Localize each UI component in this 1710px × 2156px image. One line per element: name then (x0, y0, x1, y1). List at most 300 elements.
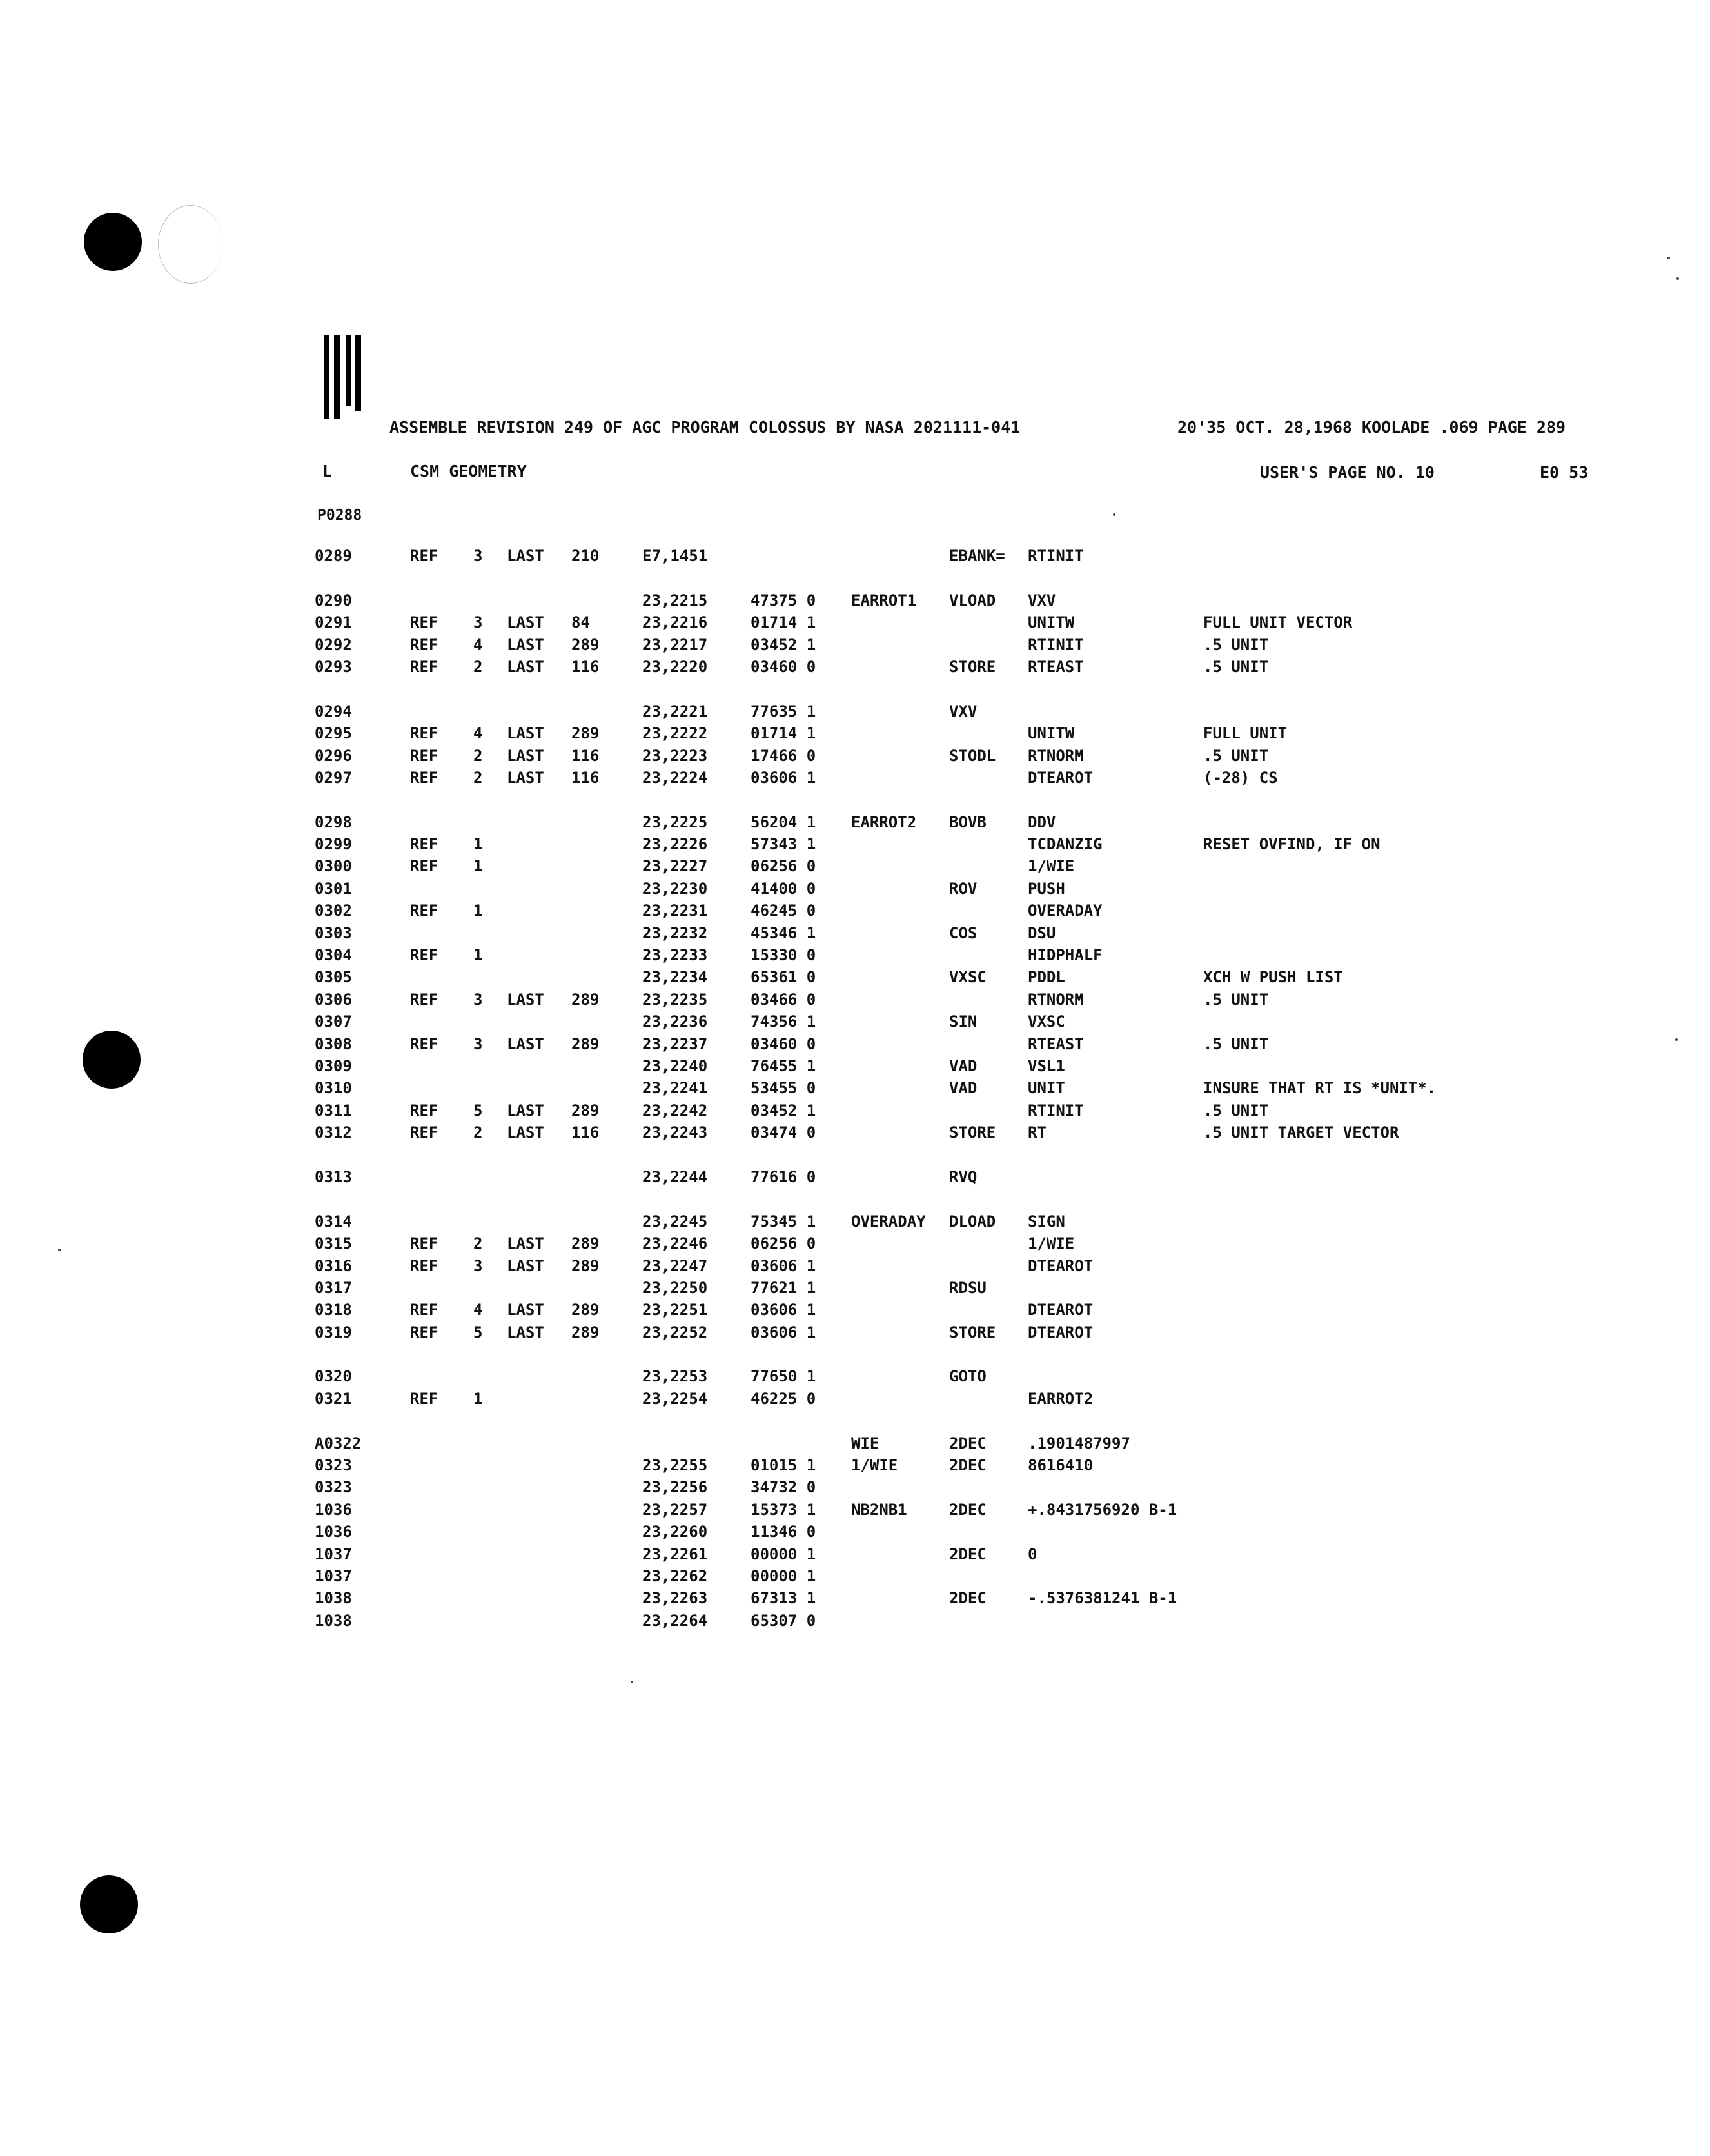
cell-n: 2 (473, 657, 483, 676)
cell-word: 06256 0 (751, 1234, 816, 1253)
listing-spacer (315, 1190, 1701, 1212)
cell-word: 01015 1 (751, 1456, 816, 1475)
listing-row (315, 946, 1701, 968)
cell-word: 77616 0 (751, 1167, 816, 1186)
cell-word: 75345 1 (751, 1212, 816, 1231)
listing-row (315, 1301, 1701, 1323)
listing-row (315, 924, 1701, 946)
listing-row (315, 769, 1701, 791)
cell-arg: RTEAST (1028, 657, 1084, 676)
listing-row (315, 991, 1701, 1013)
cell-word: 15373 1 (751, 1500, 816, 1519)
cell-addr: 23,2241 (642, 1079, 708, 1098)
scan-speck (1667, 257, 1670, 259)
cell-addr: E7,1451 (642, 547, 708, 565)
cell-line: 0312 (315, 1123, 352, 1142)
listing-row (315, 1567, 1701, 1589)
cell-ref: REF (410, 1389, 438, 1408)
cell-word: 03474 0 (751, 1123, 816, 1142)
cell-arg: 0 (1028, 1545, 1037, 1563)
listing-spacer (315, 1345, 1701, 1367)
listing-row (315, 636, 1701, 658)
cell-word: 17466 0 (751, 746, 816, 765)
cell-ref: REF (410, 613, 438, 632)
cell-last: LAST (507, 1101, 544, 1120)
listing-row (315, 1234, 1701, 1256)
cell-line: 1036 (315, 1500, 352, 1519)
listing-row (315, 613, 1701, 635)
cell-n: 2 (473, 1123, 483, 1142)
listing-row (315, 1279, 1701, 1301)
cell-line: 0315 (315, 1234, 352, 1253)
cell-word: 01714 1 (751, 724, 816, 743)
cell-addr: 23,2236 (642, 1013, 708, 1031)
listing-row (315, 1367, 1701, 1389)
cell-last: LAST (507, 613, 544, 632)
cell-cmt: (-28) CS (1203, 768, 1278, 787)
cell-addr: 23,2261 (642, 1545, 708, 1563)
cell-line: 0296 (315, 746, 352, 765)
cell-cmt: .5 UNIT (1203, 635, 1269, 654)
cell-op: BOVB (949, 813, 987, 831)
cell-lref: 289 (571, 724, 600, 743)
cell-op: DLOAD (949, 1212, 996, 1231)
cell-line: 0295 (315, 724, 352, 743)
scan-speck (631, 1681, 633, 1683)
cell-word: 45346 1 (751, 924, 816, 942)
cell-arg: HIDPHALF (1028, 946, 1103, 965)
listing-row (315, 1035, 1701, 1057)
cell-addr: 23,2245 (642, 1212, 708, 1231)
cell-word: 01714 1 (751, 613, 816, 632)
cell-n: 4 (473, 1301, 483, 1320)
cell-word: 06256 0 (751, 857, 816, 876)
cell-op: VAD (949, 1079, 978, 1098)
listing-row (315, 1501, 1701, 1523)
cell-ref: REF (410, 547, 438, 565)
cell-addr: 23,2246 (642, 1234, 708, 1253)
listing-row (315, 1079, 1701, 1101)
cell-cmt: .5 UNIT (1203, 657, 1269, 676)
header-date-page: 20'35 OCT. 28,1968 KOOLADE .069 PAGE 289 (1177, 418, 1566, 437)
cell-n: 1 (473, 946, 483, 965)
cell-line: 0302 (315, 902, 352, 920)
cell-op: 2DEC (949, 1456, 987, 1475)
cell-lref: 289 (571, 990, 600, 1009)
cell-ref: REF (410, 746, 438, 765)
cell-n: 1 (473, 835, 483, 854)
cell-n: 3 (473, 1256, 483, 1275)
cell-line: 0311 (315, 1101, 352, 1120)
assembly-listing (315, 547, 1701, 1634)
listing-row (315, 747, 1701, 769)
listing-row (315, 813, 1701, 835)
cell-addr: 23,2216 (642, 613, 708, 632)
cell-addr: 23,2254 (642, 1389, 708, 1408)
listing-row (315, 702, 1701, 724)
cell-word: 41400 0 (751, 879, 816, 898)
cell-lref: 210 (571, 547, 600, 565)
cell-ref: REF (410, 946, 438, 965)
cell-label: OVERADAY (851, 1212, 926, 1231)
cell-lref: 289 (571, 1101, 600, 1120)
cell-word: 67313 1 (751, 1589, 816, 1608)
cell-n: 3 (473, 1034, 483, 1053)
cell-ref: REF (410, 1101, 438, 1120)
cell-n: 3 (473, 547, 483, 565)
cell-op: EBANK= (949, 547, 1005, 565)
cell-arg: DTEAROT (1028, 768, 1094, 787)
listing-row (315, 658, 1701, 680)
cell-word: 34732 0 (751, 1478, 816, 1497)
cell-line: 1037 (315, 1567, 352, 1585)
cell-arg: RTINIT (1028, 547, 1084, 565)
cell-word: 00000 1 (751, 1567, 816, 1585)
cell-op: 2DEC (949, 1589, 987, 1608)
cell-last: LAST (507, 1301, 544, 1320)
cell-n: 4 (473, 635, 483, 654)
cell-line: 0299 (315, 835, 352, 854)
listing-row (315, 1589, 1701, 1611)
cell-arg: DDV (1028, 813, 1056, 831)
listing-spacer (315, 569, 1701, 591)
cell-addr: 23,2262 (642, 1567, 708, 1585)
cell-cmt: RESET OVFIND, IF ON (1203, 835, 1381, 854)
cell-op: 2DEC (949, 1500, 987, 1519)
scan-speck (1675, 1038, 1678, 1041)
punch-hole-middle (83, 1031, 141, 1089)
cell-word: 15330 0 (751, 946, 816, 965)
cell-arg: RTINIT (1028, 1101, 1084, 1120)
cell-word: 03606 1 (751, 1323, 816, 1341)
cell-arg: +.8431756920 B-1 (1028, 1500, 1177, 1519)
cell-addr: 23,2225 (642, 813, 708, 831)
cell-label: EARROT1 (851, 591, 917, 609)
cell-ref: REF (410, 902, 438, 920)
cell-op: RDSU (949, 1278, 987, 1297)
listing-row (315, 1612, 1701, 1634)
punch-hole-ring (158, 205, 223, 284)
listing-row (315, 1168, 1701, 1190)
cell-label: 1/WIE (851, 1456, 898, 1475)
cell-addr: 23,2226 (642, 835, 708, 854)
cell-n: 4 (473, 724, 483, 743)
cell-line: 0292 (315, 635, 352, 654)
cell-ref: REF (410, 1256, 438, 1275)
cell-addr: 23,2263 (642, 1589, 708, 1608)
cell-addr: 23,2232 (642, 924, 708, 942)
cell-word: 03460 0 (751, 657, 816, 676)
cell-label: NB2NB1 (851, 1500, 907, 1519)
cell-op: STORE (949, 1323, 996, 1341)
cell-addr: 23,2244 (642, 1167, 708, 1186)
cell-line: 0319 (315, 1323, 352, 1341)
cell-op: STORE (949, 1123, 996, 1142)
cell-line: 0305 (315, 968, 352, 987)
cell-addr: 23,2215 (642, 591, 708, 609)
cell-lref: 116 (571, 768, 600, 787)
cell-line: 0314 (315, 1212, 352, 1231)
cell-last: LAST (507, 1034, 544, 1053)
cell-arg: EARROT2 (1028, 1389, 1094, 1408)
cell-addr: 23,2256 (642, 1478, 708, 1497)
cell-arg: PDDL (1028, 968, 1065, 987)
cell-ref: REF (410, 768, 438, 787)
cell-line: 0297 (315, 768, 352, 787)
scan-speck (58, 1249, 61, 1251)
cell-word: 53455 0 (751, 1079, 816, 1098)
cell-arg: -.5376381241 B-1 (1028, 1589, 1177, 1608)
listing-row (315, 880, 1701, 902)
cell-addr: 23,2223 (642, 746, 708, 765)
cell-addr: 23,2230 (642, 879, 708, 898)
cell-line: 0321 (315, 1389, 352, 1408)
cell-arg: 1/WIE (1028, 1234, 1075, 1253)
cell-addr: 23,2237 (642, 1034, 708, 1053)
cell-n: 3 (473, 990, 483, 1009)
cell-ref: REF (410, 1234, 438, 1253)
cell-line: 1037 (315, 1545, 352, 1563)
cell-last: LAST (507, 635, 544, 654)
cell-line: 0291 (315, 613, 352, 632)
cell-arg: OVERADAY (1028, 902, 1103, 920)
cell-arg: DTEAROT (1028, 1301, 1094, 1320)
listing-row (315, 1545, 1701, 1567)
cell-cmt: .5 UNIT (1203, 1101, 1269, 1120)
cell-ref: REF (410, 657, 438, 676)
cell-word: 03606 1 (751, 1256, 816, 1275)
cell-addr: 23,2222 (642, 724, 708, 743)
cell-line: A0322 (315, 1434, 362, 1452)
header-user-page: USER'S PAGE NO. 10 (1260, 463, 1435, 482)
cell-word: 47375 0 (751, 591, 816, 609)
cell-line: 0323 (315, 1456, 352, 1475)
cell-arg: UNIT (1028, 1079, 1065, 1098)
cell-line: 1038 (315, 1589, 352, 1608)
listing-row (315, 1057, 1701, 1079)
cell-line: 0307 (315, 1013, 352, 1031)
cell-op: COS (949, 924, 978, 942)
cell-arg: SIGN (1028, 1212, 1065, 1231)
cell-addr: 23,2251 (642, 1301, 708, 1320)
listing-spacer (315, 791, 1701, 813)
listing-row (315, 857, 1701, 879)
cell-addr: 23,2231 (642, 902, 708, 920)
listing-row (315, 591, 1701, 613)
cell-cmt: .5 UNIT (1203, 746, 1269, 765)
cell-addr: 23,2220 (642, 657, 708, 676)
cell-line: 0294 (315, 702, 352, 720)
cell-word: 65307 0 (751, 1611, 816, 1630)
cell-lref: 289 (571, 1323, 600, 1341)
cell-n: 2 (473, 1234, 483, 1253)
cell-line: 0303 (315, 924, 352, 942)
header-l: L (322, 462, 333, 480)
cell-addr: 23,2242 (642, 1101, 708, 1120)
scan-speck (1676, 277, 1679, 280)
cell-line: 0289 (315, 547, 352, 565)
cell-addr: 23,2255 (642, 1456, 708, 1475)
listing-row (315, 835, 1701, 857)
cell-word: 46225 0 (751, 1389, 816, 1408)
cell-line: 0318 (315, 1301, 352, 1320)
cell-arg: RT (1028, 1123, 1047, 1142)
cell-word: 74356 1 (751, 1013, 816, 1031)
cell-addr: 23,2235 (642, 990, 708, 1009)
cell-op: VXSC (949, 968, 987, 987)
listing-row (315, 1456, 1701, 1478)
listing-row (315, 1478, 1701, 1500)
cell-op: STORE (949, 657, 996, 676)
cell-arg: .1901487997 (1028, 1434, 1130, 1452)
cell-lref: 116 (571, 746, 600, 765)
cell-ref: REF (410, 635, 438, 654)
cell-line: 0320 (315, 1367, 352, 1386)
cell-addr: 23,2250 (642, 1278, 708, 1297)
cell-line: 0317 (315, 1278, 352, 1297)
cell-addr: 23,2243 (642, 1123, 708, 1142)
cell-op: STODL (949, 746, 996, 765)
registration-bars (321, 335, 366, 422)
cell-op: VAD (949, 1056, 978, 1075)
cell-line: 0300 (315, 857, 352, 876)
listing-spacer (315, 680, 1701, 702)
cell-ref: REF (410, 1034, 438, 1053)
cell-op: VXV (949, 702, 978, 720)
cell-line: 0313 (315, 1167, 352, 1186)
cell-ref: REF (410, 1323, 438, 1341)
cell-n: 5 (473, 1323, 483, 1341)
cell-op: RVQ (949, 1167, 978, 1186)
cell-addr: 23,2234 (642, 968, 708, 987)
cell-last: LAST (507, 990, 544, 1009)
cell-op: VLOAD (949, 591, 996, 609)
cell-lref: 289 (571, 635, 600, 654)
cell-n: 2 (473, 746, 483, 765)
cell-ref: REF (410, 990, 438, 1009)
listing-row (315, 1523, 1701, 1545)
cell-last: LAST (507, 1323, 544, 1341)
cell-lref: 289 (571, 1234, 600, 1253)
cell-addr: 23,2221 (642, 702, 708, 720)
cell-line: 1036 (315, 1523, 352, 1541)
cell-arg: UNITW (1028, 724, 1075, 743)
cell-last: LAST (507, 547, 544, 565)
cell-word: 57343 1 (751, 835, 816, 854)
listing-spacer (315, 1412, 1701, 1434)
punch-hole-bottom (80, 1875, 138, 1933)
cell-arg: 8616410 (1028, 1456, 1094, 1475)
cell-n: 5 (473, 1101, 483, 1120)
cell-line: 0293 (315, 657, 352, 676)
cell-cmt: FULL UNIT (1203, 724, 1288, 743)
cell-line: 0290 (315, 591, 352, 609)
cell-arg: VXV (1028, 591, 1056, 609)
cell-op: ROV (949, 879, 978, 898)
cell-last: LAST (507, 768, 544, 787)
cell-arg: RTNORM (1028, 746, 1084, 765)
cell-ref: REF (410, 724, 438, 743)
cell-addr: 23,2260 (642, 1523, 708, 1541)
cell-word: 00000 1 (751, 1545, 816, 1563)
cell-arg: 1/WIE (1028, 857, 1075, 876)
cell-word: 03460 0 (751, 1034, 816, 1053)
cell-arg: VSL1 (1028, 1056, 1065, 1075)
cell-line: 0323 (315, 1478, 352, 1497)
scan-speck (1113, 513, 1115, 516)
cell-addr: 23,2252 (642, 1323, 708, 1341)
cell-last: LAST (507, 657, 544, 676)
listing-row (315, 1257, 1701, 1279)
cell-line: 0310 (315, 1079, 352, 1098)
cell-cmt: .5 UNIT TARGET VECTOR (1203, 1123, 1399, 1142)
cell-word: 77650 1 (751, 1367, 816, 1386)
header-ebank: E0 53 (1540, 463, 1589, 482)
cell-word: 11346 0 (751, 1523, 816, 1541)
cell-word: 03466 0 (751, 990, 816, 1009)
cell-line: 0301 (315, 879, 352, 898)
listing-row (315, 902, 1701, 924)
cell-addr: 23,2253 (642, 1367, 708, 1386)
cell-cmt: INSURE THAT RT IS *UNIT*. (1203, 1079, 1437, 1098)
cell-word: 65361 0 (751, 968, 816, 987)
listing-row (315, 547, 1701, 569)
cell-word: 03606 1 (751, 1301, 816, 1320)
cell-line: 0309 (315, 1056, 352, 1075)
cell-line: 0304 (315, 946, 352, 965)
cell-ref: REF (410, 857, 438, 876)
cell-lref: 289 (571, 1034, 600, 1053)
listing-row (315, 968, 1701, 990)
cell-op: 2DEC (949, 1434, 987, 1452)
cell-line: 0308 (315, 1034, 352, 1053)
cell-line: 1038 (315, 1611, 352, 1630)
listing-spacer (315, 1146, 1701, 1168)
cell-lref: 116 (571, 657, 600, 676)
cell-word: 03452 1 (751, 1101, 816, 1120)
cell-last: LAST (507, 724, 544, 743)
cell-arg: DTEAROT (1028, 1256, 1094, 1275)
cell-n: 1 (473, 857, 483, 876)
cell-cmt: .5 UNIT (1203, 990, 1269, 1009)
cell-cmt: .5 UNIT (1203, 1034, 1269, 1053)
cell-arg: RTINIT (1028, 635, 1084, 654)
cell-label: EARROT2 (851, 813, 917, 831)
cell-addr: 23,2247 (642, 1256, 708, 1275)
cell-ref: REF (410, 1123, 438, 1142)
listing-row (315, 1434, 1701, 1456)
listing-row (315, 1013, 1701, 1034)
listing-row (315, 724, 1701, 746)
cell-addr: 23,2233 (642, 946, 708, 965)
cell-lref: 289 (571, 1256, 600, 1275)
cell-ref: REF (410, 1301, 438, 1320)
cell-word: 46245 0 (751, 902, 816, 920)
cell-last: LAST (507, 1123, 544, 1142)
cell-word: 03452 1 (751, 635, 816, 654)
cell-arg: RTEAST (1028, 1034, 1084, 1053)
cell-n: 3 (473, 613, 483, 632)
cell-label: WIE (851, 1434, 880, 1452)
punch-hole-top (84, 213, 142, 271)
cell-n: 1 (473, 902, 483, 920)
header-section-title: CSM GEOMETRY (410, 462, 527, 480)
cell-cmt: XCH W PUSH LIST (1203, 968, 1343, 987)
cell-addr: 23,2257 (642, 1500, 708, 1519)
cell-addr: 23,2264 (642, 1611, 708, 1630)
cell-n: 2 (473, 768, 483, 787)
cell-op: SIN (949, 1013, 978, 1031)
